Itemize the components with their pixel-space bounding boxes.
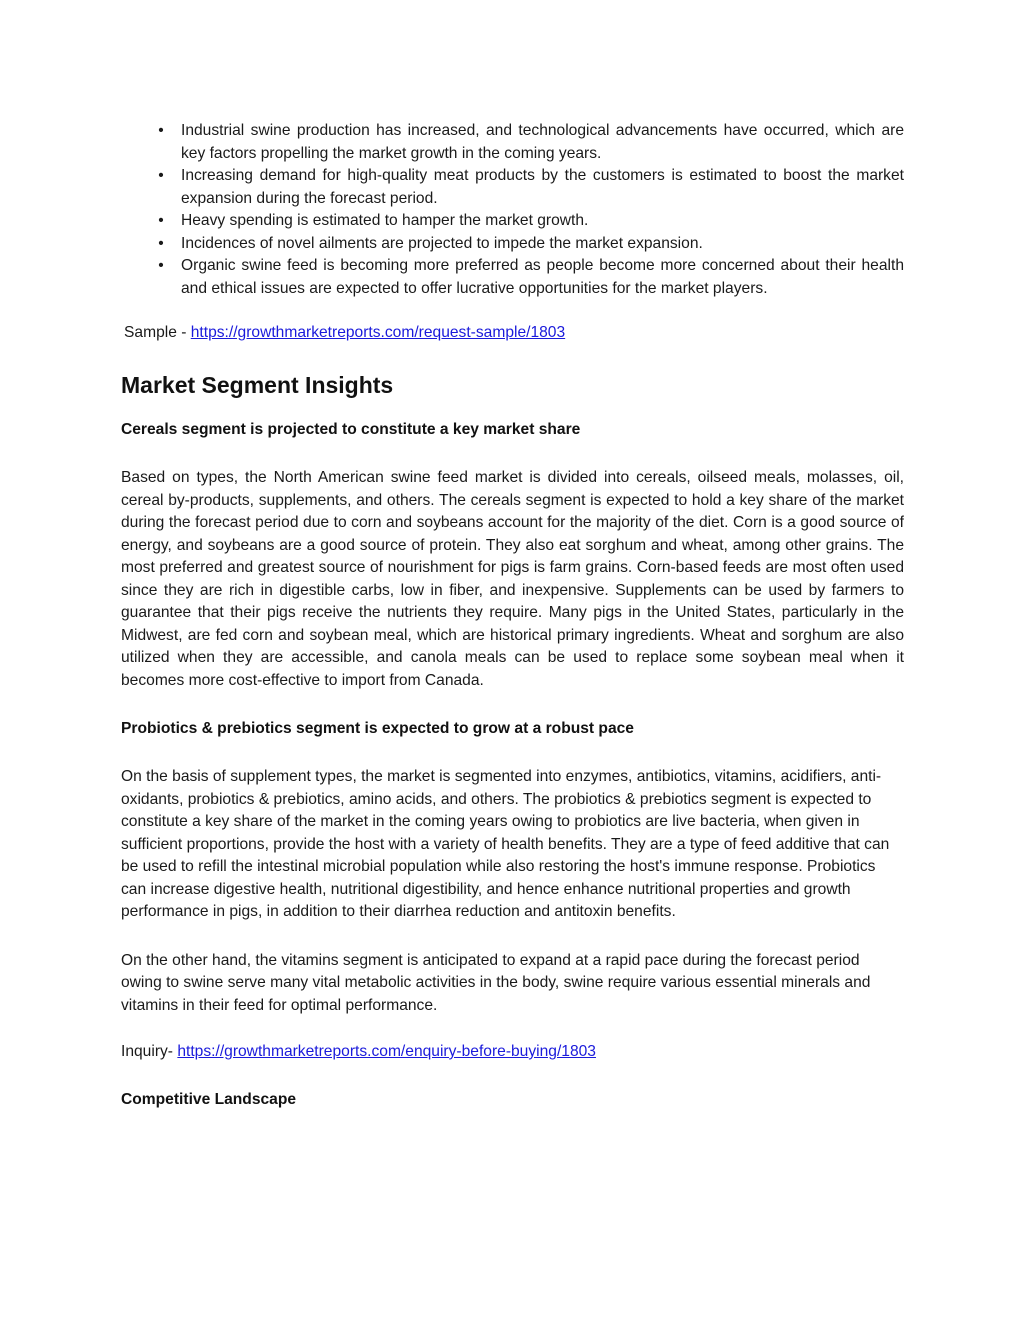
drivers-bullet-list — [121, 120, 904, 300]
probiotics-paragraph: On the basis of supplement types, the market is segmented into enzymes, antibiotics, vitamins, acidifiers, anti-oxidants, probiotics & prebiotics, amino acids, and others. The probiotics & prebiotics segment is expected to constitute a key share of the market in the coming years owing to probiotics are live bacteria, when given in sufficient proportions, provide the host with a variety of health benefits. They are a type of feed additive that can be used to refill the intestinal microbial population while also restoring the host's immune response. Probiotics can increase digestive health, nutritional digestibility, and hence enhance nutritional properties and growth performance in pigs, in addition to their diarrhea reduction and antitoxin benefits. — [121, 768, 890, 920]
bullet-dot-icon: • — [158, 234, 164, 252]
bullet-text: Heavy spending is estimated to hamper the market growth. — [181, 212, 589, 229]
bullet-text: Organic swine feed is becoming more preferred as people become more concerned about their health and ethical issues are expected to offer lucrative opportunities for the market players. — [181, 257, 904, 297]
bullet-item — [121, 165, 904, 210]
bullet-text: Incidences of novel ailments are projected to impede the market expansion. — [181, 234, 703, 252]
bullet-item — [121, 255, 904, 300]
section-title: Market Segment Insights — [121, 372, 394, 398]
inquiry-line — [121, 1041, 904, 1063]
competitive-landscape-heading: Competitive Landscape — [121, 1091, 297, 1108]
bullet-dot-icon: • — [158, 212, 164, 229]
probiotics-heading: Probiotics & prebiotics segment is expected to grow at a robust pace — [121, 720, 634, 737]
bullet-dot-icon: • — [158, 122, 164, 139]
sample-link[interactable]: https://growthmarketreports.com/request-sample/1803 — [190, 324, 566, 341]
sample-label: Sample - — [124, 324, 191, 341]
bullet-dot-icon: • — [158, 257, 164, 274]
cereals-heading: Cereals segment is projected to constitute a key market share — [121, 421, 581, 438]
vitamins-paragraph: On the other hand, the vitamins segment is anticipated to expand at a rapid pace during the forecast period owing to swine serve many vital metabolic activities in the body, swine require various essential minerals and vitamins in their feed for optimal performance. — [121, 951, 871, 1014]
bullet-dot-icon: • — [158, 167, 164, 184]
cereals-paragraph: Based on types, the North American swine feed market is divided into cereals, oilseed meals, molasses, oil, cereal by-products, supplements, and others. The cereals segment is expected to hold a key share of the market during the forecast period due to corn and soybeans account for the majority of the diet. Corn is a good source of energy, and soybeans are a good source of protein. They also eat sorghum and wheat, among other grains. The most preferred and greatest source of nourishment for pigs is farm grains. Corn-based feeds are most often used since they are rich in digestible carbs, low in fiber, and inexpensive. Supplements can be used by farmers to guarantee that their pigs receive the nutrients they require. Many pigs in the United States, particularly in the Midwest, are fed corn and soybean meal, which are historical primary ingredients. Wheat and sorghum are also utilized when they are accessible, and canola meals can be used to replace some soybean meal when it becomes more cost-effective to import from Canada. — [121, 469, 904, 689]
bullet-item — [121, 120, 904, 165]
bullet-text: Increasing demand for high-quality meat products by the customers is estimated to boost the market expansion during the forecast period. — [181, 167, 904, 207]
document-page — [121, 120, 904, 1111]
bullet-text: Industrial swine production has increased, and technological advancements have occurred, which are key factors propelling the market growth in the coming years. — [181, 122, 904, 162]
bullet-item — [121, 210, 904, 233]
inquiry-label: Inquiry- — [121, 1043, 178, 1060]
bullet-item — [121, 233, 904, 256]
sample-line — [121, 322, 904, 344]
inquiry-link[interactable]: https://growthmarketreports.com/enquiry-before-buying/1803 — [177, 1043, 596, 1060]
